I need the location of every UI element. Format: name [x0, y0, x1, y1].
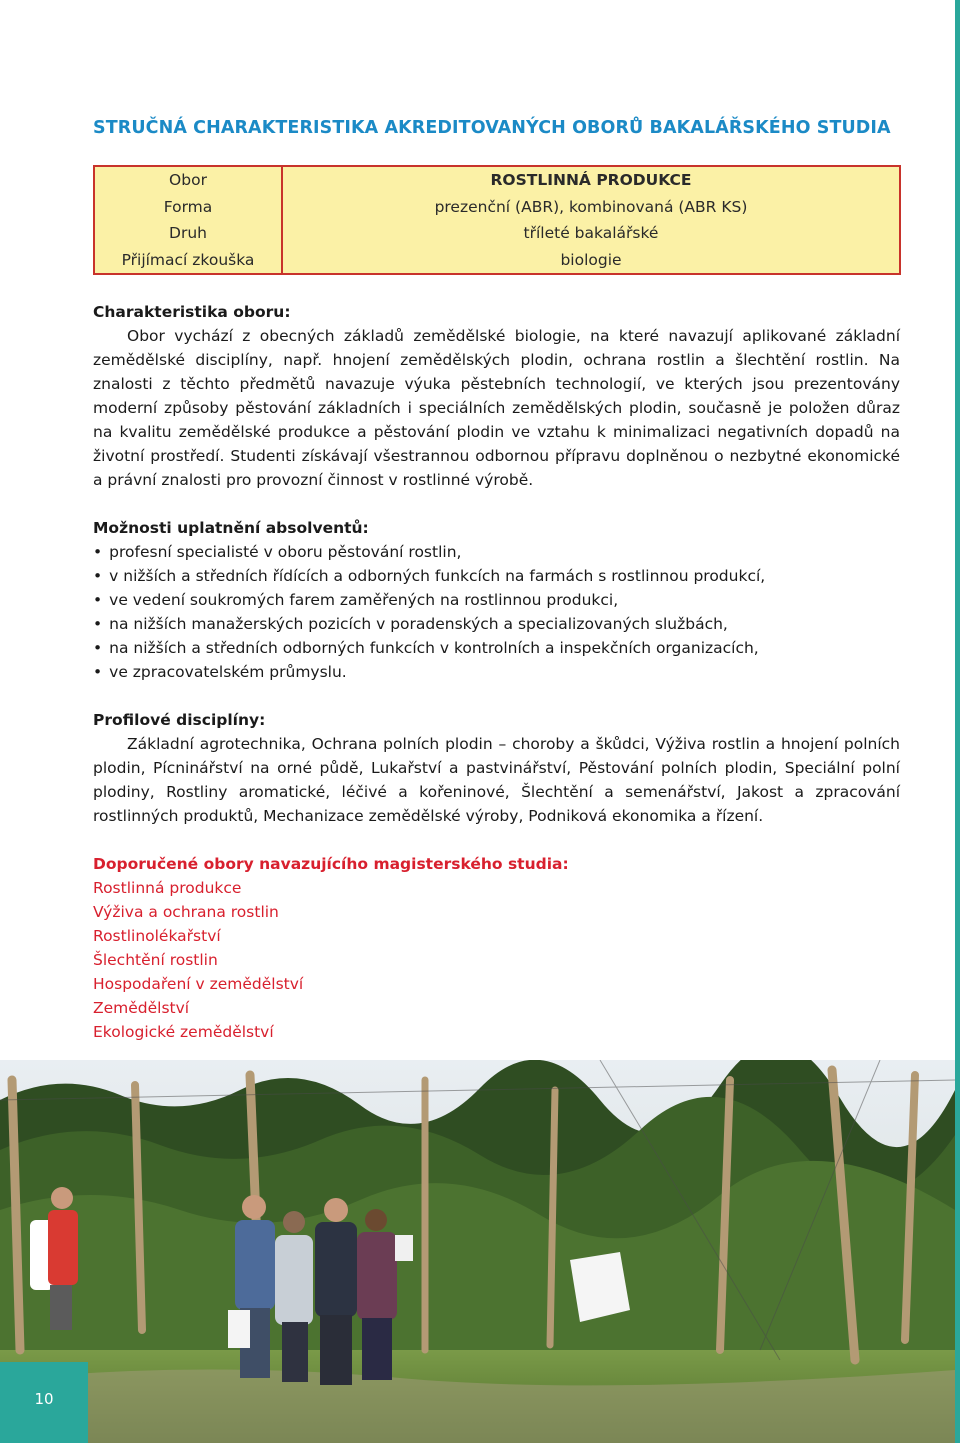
list-item: Rostlinná produkce — [93, 879, 242, 897]
label-forma: Forma — [163, 197, 213, 216]
white-bag — [570, 1252, 630, 1322]
label-obor: Obor — [169, 171, 207, 189]
list-item: Šlechtění rostlin — [93, 951, 218, 969]
list-item: Výživa a ochrana rostlin — [93, 903, 279, 921]
page-title: STRUČNÁ CHARAKTERISTIKA AKREDITOVANÝCH OBORŮ BAKALÁŘSKÉHO STUDIA — [93, 118, 891, 138]
list-item: • profesní specialisté v oboru pěstování rostlin, — [93, 540, 900, 564]
value-obor: ROSTLINNÁ PRODUKCE — [490, 171, 692, 189]
characteristics-text: Obor vychází z obecných základů zemědělské biologie, na které navazují aplikované základní zemědělské disciplíny, např. hnojení zemědělských plodin, ochrana rostlin a šlechtění rostlin. Na znalosti z těchto předmětů navazuje výuka pěstebních technologií, ve kterých jsou prezentovány moderní způsoby pěstování základních i speciálních zemědělských plodin, současně je položen důraz na kvalitu zemědělské produkce a pěstování plodin ve vztahu k minimalizaci negativních dopadů na životní prostředí. Studenti získávají všestrannou odbornou přípravu doplněnou o nezbytné ekonomické a právní znalosti pro provozní činnost v rostlinné výrobě. — [93, 327, 900, 489]
list-item: • ve zpracovatelském průmyslu. — [93, 660, 900, 684]
profile-text: Základní agrotechnika, Ochrana polních plodin – choroby a škůdci, Výživa rostlin a hnojení polních plodin, Pícninářství na orné půdě, Lukařství a pastvinářství, Pěstování polních plodin, Speciální polní plodiny, Rostliny aromatické, léčivé a kořeninové, Šlechtění a semenářství, Jakost a zpracování rostlinných produktů, Mechanizace zemědělské výroby, Podniková ekonomika a řízení. — [93, 735, 900, 825]
list-item: Rostlinolékařství — [93, 927, 221, 945]
list-item: • ve vedení soukromých farem zaměřených na rostlinnou produkci, — [93, 588, 900, 612]
list-item: • na nižších manažerských pozicích v poradenských a specializovaných službách, — [93, 612, 900, 636]
list-item: Hospodaření v zemědělství — [93, 975, 304, 993]
recommended-list — [93, 876, 900, 1044]
main-content — [93, 118, 900, 1044]
table-value-column — [282, 166, 900, 274]
list-item: • na nižších a středních odborných funkcích v kontrolních a inspekčních organizacích, — [93, 636, 900, 660]
list-item: Ekologické zemědělství — [93, 1023, 274, 1041]
label-zkouska: Přijímací zkouška — [121, 250, 255, 269]
list-item: Zemědělství — [93, 999, 190, 1017]
characteristics-heading: Charakteristika oboru: — [93, 303, 291, 321]
page-number: 10 — [34, 1390, 54, 1408]
label-druh: Druh — [169, 224, 207, 242]
study-info-table — [93, 165, 901, 275]
profile-heading: Profilové disciplíny: — [93, 711, 266, 729]
list-item: • v nižších a středních řídících a odborných funkcích na farmách s rostlinnou produkcí, — [93, 564, 900, 588]
graduates-list — [93, 540, 900, 684]
field-photo — [0, 1060, 955, 1443]
page-edge-stripe — [955, 0, 960, 1443]
value-zkouska: biologie — [560, 250, 622, 269]
graduates-heading: Možnosti uplatnění absolventů: — [93, 519, 369, 537]
value-forma: prezenční (ABR), kombinovaná (ABR KS) — [434, 197, 748, 216]
value-druh: tříleté bakalářské — [523, 224, 659, 242]
table-label-column — [94, 166, 282, 274]
recommended-heading: Doporučené obory navazujícího magisterského studia: — [93, 855, 569, 873]
